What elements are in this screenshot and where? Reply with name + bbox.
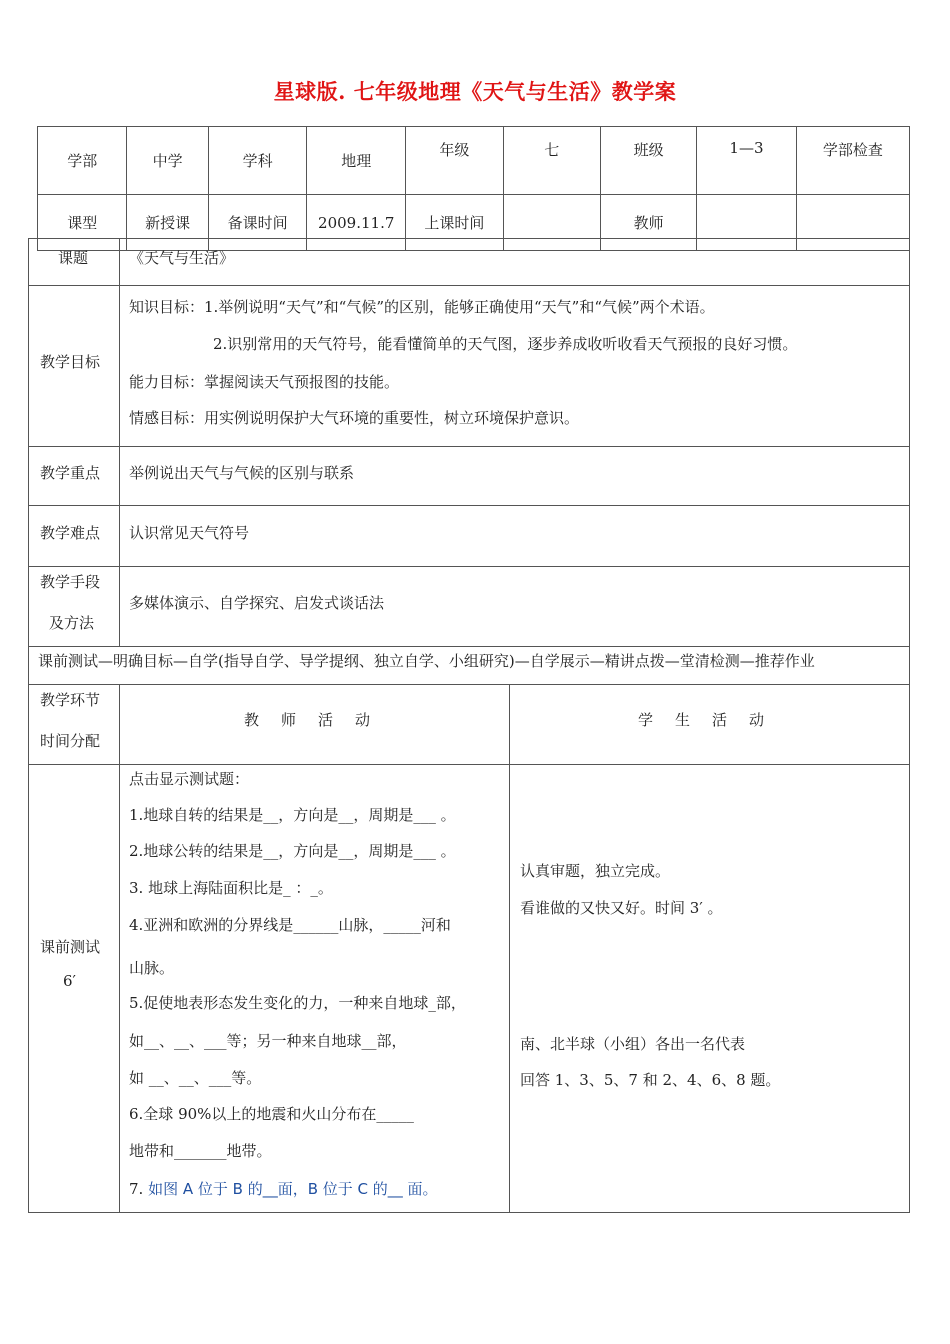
cell-subject-label: 学科	[208, 127, 306, 195]
student-activity-line: 看谁做的又快又好。时间 3′ 。	[520, 899, 723, 917]
cell-prep-time-label: 备课时间	[208, 195, 306, 251]
pretest-question: 点击显示测试题：	[129, 770, 250, 788]
pretest-question: 6.全球 90%以上的地震和火山分布在_____	[129, 1105, 414, 1123]
header-row-1	[38, 127, 910, 195]
pretest-question: 如__、__、___等；另一种来自地球__部，	[129, 1032, 407, 1050]
cell-type-value: 新授课	[127, 195, 209, 251]
pretest-question: 地带和_______地带。	[129, 1142, 272, 1160]
pretest-question: 如 __、__、___等。	[129, 1069, 262, 1087]
pretest-question: 5.促使地表形态发生变化的力，一种来自地球_部，	[129, 994, 466, 1012]
topic-value: 《天气与生活》	[129, 249, 235, 267]
methods-value: 多媒体演示、自学探究、启发式谈话法	[129, 594, 385, 612]
topic-label: 课题	[58, 249, 89, 267]
activity-header-label: 时间分配	[40, 732, 101, 750]
goals-line: 情感目标：用实例说明保护大气环境的重要性，树立环境保护意识。	[129, 409, 580, 427]
cell-class-value: 1—3	[697, 127, 796, 195]
key-point-label: 教学重点	[40, 464, 101, 482]
goals-line: 知识目标：1.举例说明“天气”和“气候”的区别，能够正确使用“天气”和“气候”两个术语。	[129, 298, 715, 316]
goals-line: 能力目标：掌握阅读天气预报图的技能。	[129, 373, 400, 391]
cell-teacher-label: 教师	[600, 195, 696, 251]
page-title: 星球版. 七年级地理《天气与生活》教学案	[273, 79, 677, 104]
difficulty-value: 认识常见天气符号	[129, 524, 250, 542]
key-point-value: 举例说出天气与气候的区别与联系	[129, 464, 355, 482]
cell-type-label: 课型	[38, 195, 127, 251]
methods-label: 及方法	[49, 614, 95, 632]
pretest-time: 6′	[63, 972, 76, 990]
header-table	[37, 126, 910, 251]
pretest-question: 1.地球自转的结果是__，方向是__，周期是___ 。	[129, 806, 456, 824]
methods-label: 教学手段	[40, 573, 101, 591]
goals-line: 2.识别常用的天气符号，能看懂简单的天气图，逐步养成收听收看天气预报的良好习惯。	[213, 335, 798, 353]
teaching-flow: 课前测试—明确目标—自学(指导自学、导学提纲、独立自学、小组研究)—自学展示—精讲点拨—堂清检测—推荐作业	[38, 652, 815, 670]
cell-class-time-label: 上课时间	[406, 195, 503, 251]
pretest-question-7	[129, 1178, 438, 1199]
pretest-question: 2.地球公转的结果是__，方向是__，周期是___ 。	[129, 842, 456, 860]
student-activity-line: 认真审题，独立完成。	[520, 862, 671, 880]
goals-label: 教学目标	[40, 353, 101, 371]
cell-class-label: 班级	[600, 127, 696, 195]
cell-dept-label: 学部	[38, 127, 127, 195]
pretest-question-7-text: 如图 A 位于 B 的__面，B 位于 C 的__ 面。	[148, 1180, 438, 1198]
cell-dept-value: 中学	[127, 127, 209, 195]
cell-prep-time-value: 2009.11.7	[307, 195, 406, 251]
cell-subject-value: 地理	[307, 127, 406, 195]
student-activity-header: 学生活动	[638, 711, 787, 729]
teacher-activity-header: 教师活动	[244, 711, 393, 729]
student-activity-line: 南、北半球（小组）各出一名代表	[520, 1035, 746, 1053]
pretest-question: 3. 地球上海陆面积比是_ ：_。	[129, 879, 333, 897]
pretest-label: 课前测试	[40, 938, 101, 956]
pretest-question: 4.亚洲和欧洲的分界线是______山脉，_____河和	[129, 916, 451, 934]
cell-grade-value: 七	[503, 127, 600, 195]
cell-check-label: 学部检查	[796, 127, 909, 195]
activity-header-label: 教学环节	[40, 691, 101, 709]
pretest-question: 山脉。	[129, 959, 175, 977]
difficulty-label: 教学难点	[40, 524, 101, 542]
pretest-question-7-number: 7.	[129, 1180, 144, 1198]
student-activity-line: 回答 1、3、5、7 和 2、4、6、8 题。	[520, 1071, 781, 1089]
cell-grade-label: 年级	[406, 127, 503, 195]
